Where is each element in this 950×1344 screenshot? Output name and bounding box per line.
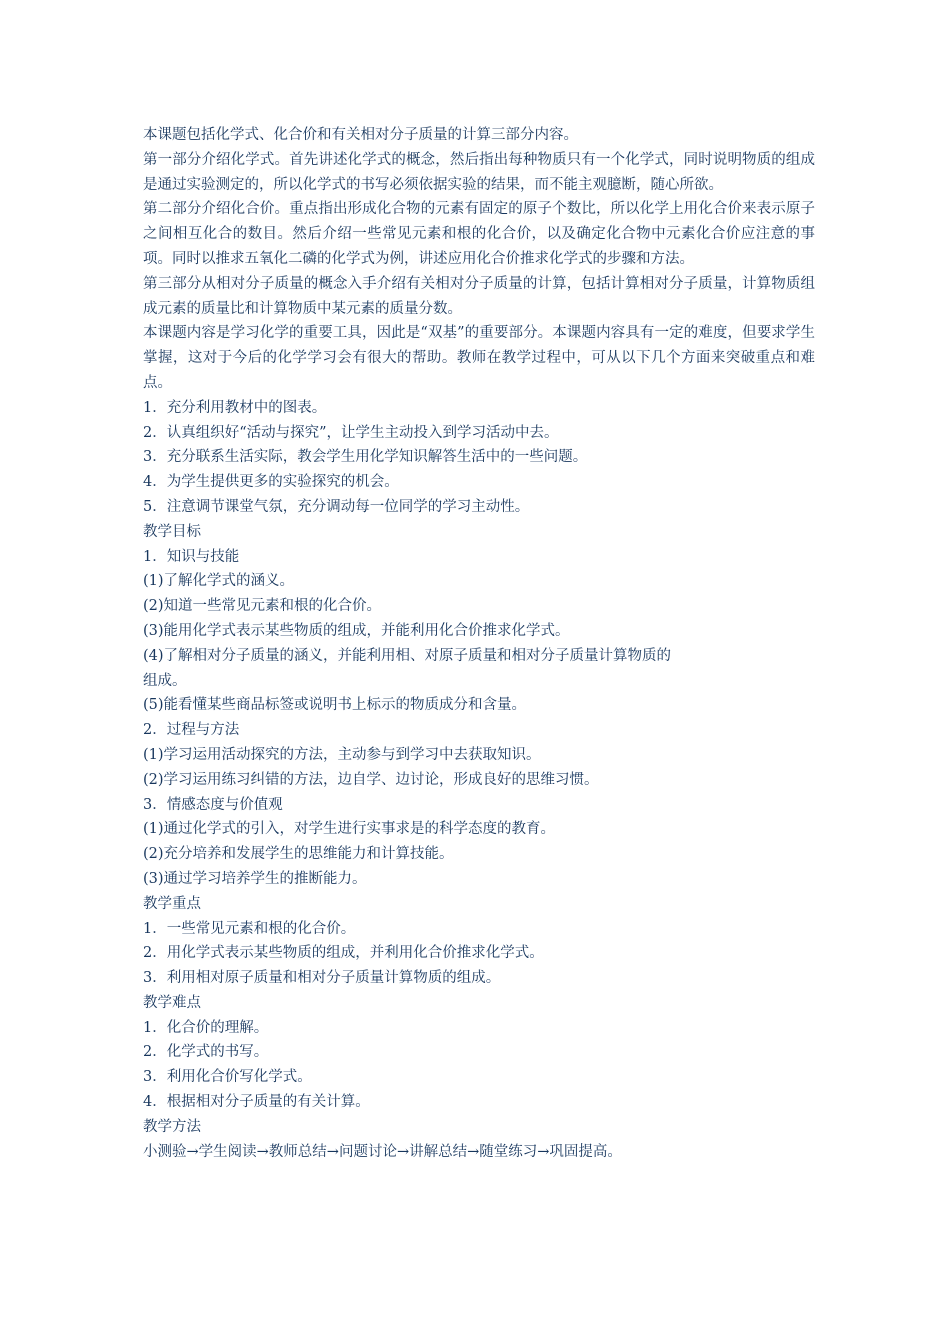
methods-heading: 教学方法 bbox=[143, 1118, 201, 1135]
key-point-item: 3．利用相对原子质量和相对分子质量计算物质的组成。 bbox=[143, 970, 501, 987]
strategy-item: 3．充分联系生活实际，教会学生用化学知识解答生活中的一些问题。 bbox=[143, 449, 588, 466]
process-item: (2)学习运用练习纠错的方法，边自学、边讨论，形成良好的思维习惯。 bbox=[143, 771, 599, 788]
knowledge-item: 组成。 bbox=[143, 672, 187, 689]
key-point-item: 1．一些常见元素和根的化合价。 bbox=[143, 920, 356, 937]
attitude-item: (3)通过学习培养学生的推断能力。 bbox=[143, 870, 367, 887]
difficulty-item: 3．利用化合价写化学式。 bbox=[143, 1069, 312, 1086]
attitude-title: 3．情感态度与价值观 bbox=[143, 796, 283, 813]
process-title: 2．过程与方法 bbox=[143, 722, 240, 739]
strategy-item: 1．充分利用教材中的图表。 bbox=[143, 399, 327, 416]
document-body bbox=[143, 123, 815, 1164]
knowledge-item: (3)能用化学式表示某些物质的组成，并能利用化合价推求化学式。 bbox=[143, 622, 570, 639]
attitude-item: (1)通过化学式的引入，对学生进行实事求是的科学态度的教育。 bbox=[143, 821, 556, 838]
strategy-item: 2．认真组织好“活动与探究”，让学生主动投入到学习活动中去。 bbox=[143, 424, 559, 441]
key-points-heading: 教学重点 bbox=[143, 895, 201, 912]
importance-paragraph: 本课题内容是学习化学的重要工具，因此是“双基”的重要部分。本课题内容具有一定的难度，但要求学生掌握，这对于今后的化学学习会有很大的帮助。教师在教学过程中，可从以下几个方面来突破重点和难点。 bbox=[143, 325, 815, 391]
intro-paragraph: 本课题包括化学式、化合价和有关相对分子质量的计算三部分内容。 bbox=[143, 127, 578, 143]
methods-text: 小测验→学生阅读→教师总结→问题讨论→讲解总结→随堂练习→巩固提高。 bbox=[143, 1143, 622, 1160]
part3-paragraph: 第三部分从相对分子质量的概念入手介绍有关相对分子质量的计算，包括计算相对分子质量，计算物质组成元素的质量比和计算物质中某元素的质量分数。 bbox=[143, 275, 815, 317]
knowledge-item: (1)了解化学式的涵义。 bbox=[143, 573, 295, 590]
part1-paragraph: 第一部分介绍化学式。首先讲述化学式的概念，然后指出每种物质只有一个化学式，同时说明物质的组成是通过实验测定的，所以化学式的书写必须依据实验的结果，而不能主观臆断，随心所欲。 bbox=[143, 151, 815, 193]
knowledge-item: (5)能看懂某些商品标签或说明书上标示的物质成分和含量。 bbox=[143, 697, 527, 714]
attitude-item: (2)充分培养和发展学生的思维能力和计算技能。 bbox=[143, 846, 454, 863]
difficulty-item: 1．化合价的理解。 bbox=[143, 1019, 269, 1036]
difficulty-item: 4．根据相对分子质量的有关计算。 bbox=[143, 1094, 370, 1111]
key-point-item: 2．用化学式表示某些物质的组成，并利用化合价推求化学式。 bbox=[143, 945, 544, 962]
difficulties-heading: 教学难点 bbox=[143, 994, 201, 1011]
difficulty-item: 2．化学式的书写。 bbox=[143, 1044, 269, 1061]
process-item: (1)学习运用活动探究的方法，主动参与到学习中去获取知识。 bbox=[143, 746, 541, 763]
strategy-item: 4．为学生提供更多的实验探究的机会。 bbox=[143, 474, 399, 491]
strategy-item: 5．注意调节课堂气氛，充分调动每一位同学的学习主动性。 bbox=[143, 498, 530, 515]
knowledge-title: 1．知识与技能 bbox=[143, 548, 240, 565]
knowledge-item: (4)了解相对分子质量的涵义，并能利用相、对原子质量和相对分子质量计算物质的 bbox=[143, 647, 672, 664]
part2-paragraph: 第二部分介绍化合价。重点指出形成化合物的元素有固定的原子个数比，所以化学上用化合价来表示原子之间相互化合的数目。然后介绍一些常见元素和根的化合价，以及确定化合物中元素化合价应注意的事项。同时以推求五氧化二磷的化学式为例，讲述应用化合价推求化学式的步骤和方法。 bbox=[143, 201, 815, 267]
goals-heading: 教学目标 bbox=[143, 523, 201, 540]
knowledge-item: (2)知道一些常见元素和根的化合价。 bbox=[143, 598, 382, 615]
